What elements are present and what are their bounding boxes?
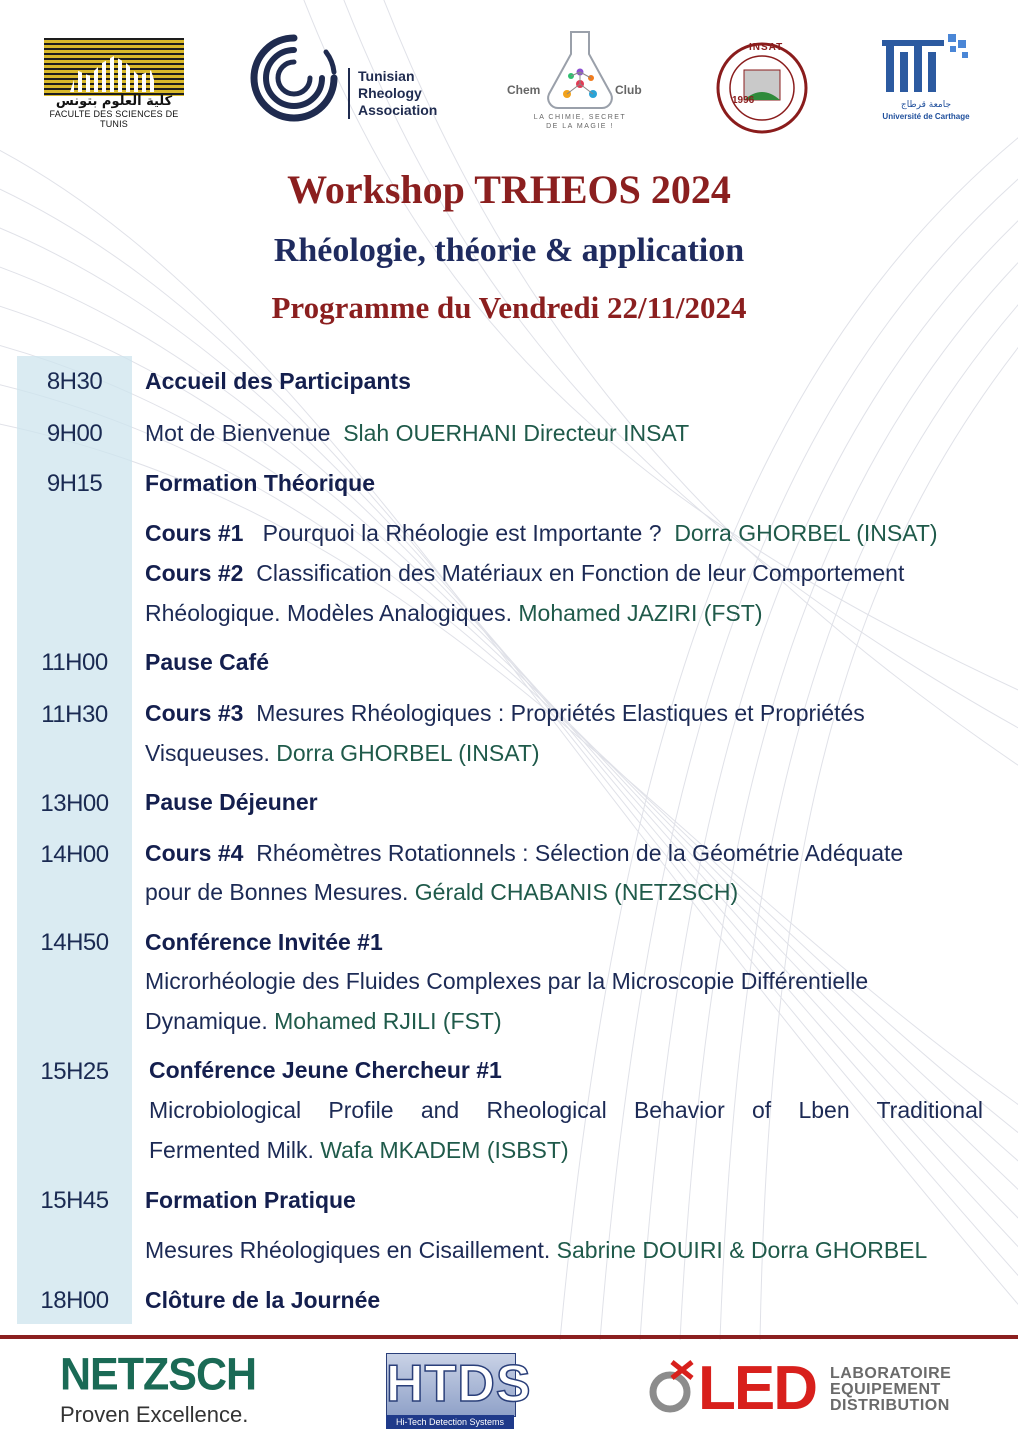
cours1-label: Cours #1 [145,520,244,546]
htds-logo [386,1353,532,1429]
insat-seal-icon [714,40,810,136]
time-slot: 14H50 [40,929,109,956]
chem-label: Chem [507,83,541,97]
led-line3: DISTRIBUTION [830,1397,950,1414]
universite-de-carthage-logo [878,30,974,124]
club-label: Club [615,83,642,97]
insat-year: 1996 [732,95,755,106]
led-logo [648,1356,968,1422]
netzsch-logo [60,1349,260,1432]
pause-cafe-item: Pause Café [145,649,270,675]
workshop-subtitle: Rhéologie, théorie & application [273,232,745,269]
conference-invitee-title-line1: Microrhéologie des Fluides Complexes par la Microscopie Différentielle [145,968,869,994]
formation-pratique-heading: Formation Pratique [145,1187,356,1213]
cours2-item-continued [145,598,763,628]
chem-tagline-line2: DE LA MAGIE ! [546,123,614,130]
cours2-speaker: Mohamed JAZIRI (FST) [518,600,763,626]
led-ring-icon [648,1356,698,1422]
conference-jeune-chercheur-heading: Conférence Jeune Chercheur #1 [149,1057,502,1083]
cours3-item-continued [145,738,540,768]
cours2-title-line1: Classification des Matériaux en Fonction de leur Comportement [256,560,905,586]
cours2-title-line2: Rhéologique. Modèles Analogiques. [145,600,512,626]
carthage-latin-name: Université de Carthage [882,112,970,121]
formation-pratique-speakers: Sabrine DOUIRI & Dorra GHORBEL [556,1237,928,1263]
time-slot: 11H30 [41,701,108,728]
carthage-arabic-name: جامعة قرطاج [900,100,952,110]
cours1-item [145,518,938,548]
time-slot: 8H30 [46,368,103,395]
led-subtitle [830,1366,951,1414]
rheology-swirl-icon [246,32,342,124]
time-slot: 18H00 [40,1287,109,1314]
workshop-title: Workshop TRHEOS 2024 [287,167,731,212]
conference-jeune-chercheur-title-line1: Microbiological Profile and Rheological Behavior of Lben Traditional [149,1097,983,1123]
htds-tagline: Hi-Tech Detection Systems [386,1415,514,1429]
cours4-label: Cours #4 [145,840,244,866]
fst-logo [44,38,184,129]
chem-club-logo [505,28,655,132]
cours3-item [145,698,865,728]
cours3-speaker: Dorra GHORBEL (INSAT) [276,740,540,766]
netzsch-tagline: Proven Excellence. [60,1402,249,1427]
accueil-item: Accueil des Participants [145,368,411,394]
cours2-label: Cours #2 [145,560,244,586]
conference-jeune-chercheur-speaker: Wafa MKADEM (ISBST) [320,1137,569,1163]
fst-latin-name: FACULTE DES SCIENCES DE TUNIS [49,109,179,129]
tra-line2: Rheology [358,85,422,101]
bienvenue-item [145,418,689,448]
pause-dejeuner-item: Pause Déjeuner [145,789,318,815]
cours1-speaker: Dorra GHORBEL (INSAT) [674,520,938,546]
led-line1: LABORATOIRE [830,1365,952,1382]
programme-date: Programme du Vendredi 22/11/2024 [271,290,747,325]
cours4-speaker: Gérald CHABANIS (NETZSCH) [414,879,739,905]
cours3-label: Cours #3 [145,700,244,726]
conference-invitee-heading: Conférence Invitée #1 [145,929,383,955]
chem-club-tagline [505,113,655,131]
formation-theorique-heading: Formation Théorique [145,470,375,496]
bienvenue-speaker: Slah OUERHANI Directeur INSAT [343,420,690,446]
bienvenue-text: Mot de Bienvenue [145,420,331,446]
htds-letters: HTDS [386,1355,532,1413]
chem-tagline-line1: LA CHIMIE, SECRET [533,114,627,121]
carthage-columns-icon [878,30,974,100]
formation-pratique-item [145,1235,927,1265]
formation-pratique-title: Mesures Rhéologiques en Cisaillement. [145,1237,551,1263]
conference-jeune-chercheur-title-line2: Fermented Milk. [149,1137,314,1163]
time-column-band [17,356,132,1324]
tra-line1: Tunisian [358,68,415,84]
tra-line3: Association [358,102,438,118]
time-slot: 9H00 [46,420,103,447]
conference-invitee-item-continued [145,1006,502,1036]
cloture-item: Clôture de la Journée [145,1287,381,1313]
time-slot: 9H15 [46,470,103,497]
conference-jeune-chercheur-item-continued [149,1135,569,1165]
time-slot: 15H25 [40,1058,109,1085]
time-slot: 11H00 [41,649,108,676]
time-slot: 13H00 [40,790,109,817]
conference-invitee-speaker: Mohamed RJILI (FST) [274,1008,502,1034]
netzsch-name: NETZSCH [60,1349,257,1401]
cours2-item [145,558,904,588]
cours4-title-line2: pour de Bonnes Mesures. [145,879,409,905]
cours4-item [145,838,903,868]
conference-invitee-title-line2: Dynamique. [145,1008,268,1034]
cours3-title-line2: Visqueuses. [145,740,270,766]
footer-divider [0,1335,1018,1339]
led-line2: EQUIPEMENT [830,1381,941,1398]
cours4-title-line1: Rhéomètres Rotationnels : Sélection de la Géométrie Adéquate [256,840,904,866]
cours1-title: Pourquoi la Rhéologie est Importante ? [262,520,662,546]
led-name: LED [698,1354,816,1423]
time-slot: 15H45 [40,1187,109,1214]
insat-seal-logo [714,40,810,136]
tra-name [348,68,437,119]
insat-name: INSAT [749,42,784,53]
cours4-item-continued [145,877,738,907]
flask-icon [505,28,655,112]
cours3-title-line1: Mesures Rhéologiques : Propriétés Elastiques et Propriétés [256,700,865,726]
time-slot: 14H00 [40,841,109,868]
tunisian-rheology-association-logo [246,32,446,124]
fst-arabic-name: كلية العلوم بتونس [55,94,173,109]
